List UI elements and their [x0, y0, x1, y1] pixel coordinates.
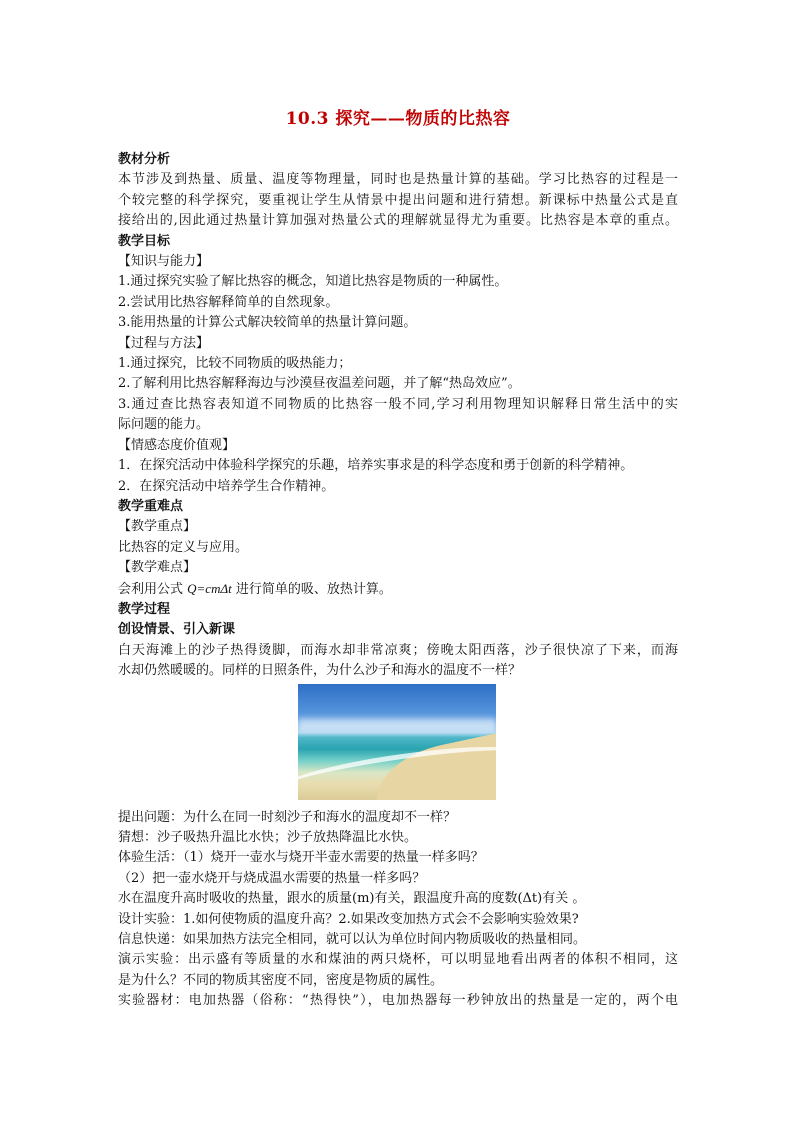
text-line: 1.通过探究实验了解比热容的概念，知道比热容是物质的一种属性。 — [118, 274, 508, 290]
text-line: 个较完整的科学探究，要重视让学生从情景中提出问题和进行猜想。新课标中热量公式是直 — [118, 192, 678, 208]
text-line: 3.能用热量的计算公式解决较简单的热量计算问题。 — [118, 315, 417, 331]
text-line: 是为什么？不同的物质其密度不同，密度是物质的属性。 — [118, 972, 444, 988]
text-line: 信息快递：如果加热方法完全相同，就可以认为单位时间内物质吸收的热量相同。 — [118, 932, 587, 947]
section-heading: 创设情景、引入新课 — [118, 622, 236, 638]
text-line: 2.尝试用比热容解释简单的自然现象。 — [118, 294, 339, 310]
section-heading: 教学重难点 — [118, 498, 184, 514]
text-line: （2）把一壶水烧开与烧成温水需要的热量一样多吗？ — [118, 870, 426, 886]
text-line: 体验生活：（1）烧开一壶水与烧开半壶水需要的热量一样多吗？ — [118, 850, 484, 866]
text-line: 比热容的定义与应用。 — [118, 539, 249, 555]
text-line: 提出问题：为什么在同一时刻沙子和海水的温度却不一样？ — [118, 809, 457, 825]
text-line: 接给出的,因此通过热量计算加强对热量公式的理解就显得尤为重要。比热容是本章的重点。 — [118, 213, 678, 229]
page-title: 10.3 探究——物质的比热容 — [285, 109, 511, 129]
text-line: 【知识与能力】 — [118, 254, 210, 270]
beach-photo-frame — [118, 682, 678, 808]
text-line: 演示实验：出示盛有等质量的水和煤油的两只烧杯，可以明显地看出两者的体积不相同，这 — [118, 952, 678, 968]
text-line: 2．在探究活动中培养学生合作精神。 — [118, 478, 335, 494]
text-line: 设计实验：1.如何使物质的温度升高？2.如果改变加热方式会不会影响实验效果? — [118, 911, 579, 927]
section-heading: 教材分析 — [118, 152, 171, 167]
text-line: 本节涉及到热量、质量、温度等物理量，同时也是热量计算的基础。学习比热容的过程是一 — [118, 172, 678, 188]
text-line: 1.通过探究，比较不同物质的吸热能力； — [118, 356, 352, 372]
text-line: 水在温度升高时吸收的热量，跟水的质量(m)有关，跟温度升高的度数(Δt)有关 。 — [118, 891, 586, 907]
text-line: 3.通过查比热容表知道不同物质的比热容一般不同,学习利用物理知识解释日常生活中的实 — [118, 396, 678, 412]
text-line: 白天海滩上的沙子热得烫脚，而海水却非常凉爽；傍晚太阳西落，沙子很快凉了下来，而海 — [118, 642, 678, 658]
text-line: 际问题的能力。 — [118, 417, 210, 433]
text-line: 【教学重点】 — [118, 519, 197, 535]
text-line: 猜想：沙子吸热升温比水快；沙子放热降温比水快。 — [118, 829, 418, 845]
text-segment: 进行简单的吸、放热计算。 — [231, 581, 392, 597]
section-heading: 教学目标 — [118, 233, 171, 249]
section-heading: 教学过程 — [118, 601, 171, 617]
text-line: 【情感态度价值观】 — [118, 437, 236, 453]
text-line: 实验器材：电加热器（俗称：“热得快”），电加热器每一秒钟放出的热量是一定的，两个电 — [118, 993, 678, 1009]
document-body — [118, 150, 678, 1012]
text-line — [118, 579, 678, 600]
text-line: 【过程与方法】 — [118, 335, 210, 351]
heat-formula: Q=cmΔt — [187, 580, 232, 596]
text-line: 1．在探究活动中体验科学探究的乐趣，培养实事求是的科学态度和勇于创新的科学精神。 — [118, 458, 634, 474]
text-line: 2.了解利用比热容解释海边与沙漠昼夜温差问题，并了解“热岛效应”。 — [118, 376, 521, 392]
beach-photo — [298, 684, 496, 800]
text-segment: 会利用公式 — [118, 581, 188, 597]
text-line: 【教学难点】 — [118, 560, 197, 576]
text-line: 水却仍然暖暖的。同样的日照条件，为什么沙子和海水的温度不一样？ — [118, 663, 522, 679]
